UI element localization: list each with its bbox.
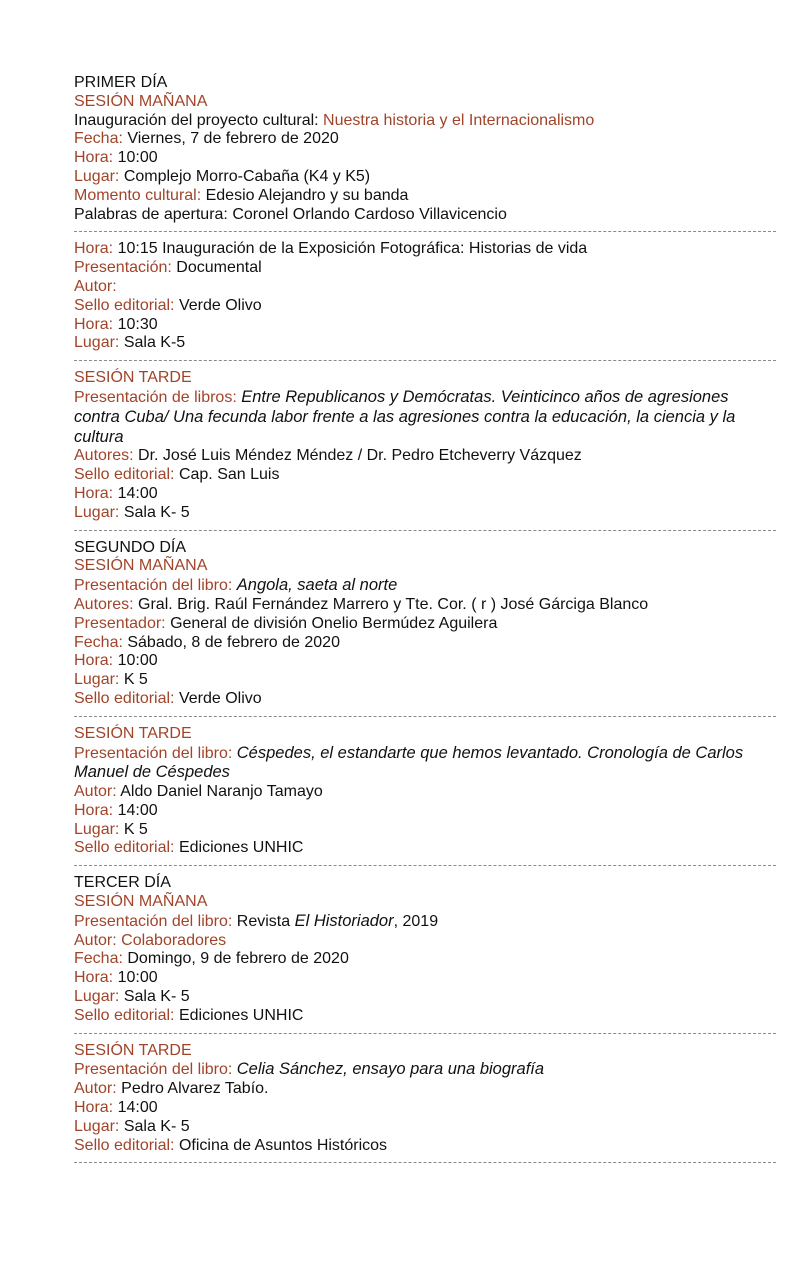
field-value: Cap. San Luis <box>178 466 280 484</box>
field-label: Fecha: <box>74 130 128 148</box>
field-value: General de división Onelio Bermúdez Aguilera <box>170 614 498 632</box>
dashed-separator <box>74 530 776 531</box>
field-label: Lugar: <box>74 820 124 838</box>
field-value: Sala K- 5 <box>123 988 190 1006</box>
field-label: Hora: <box>74 969 118 987</box>
lugar-line <box>74 168 776 187</box>
field-label: Lugar: <box>74 334 124 352</box>
session-heading: SESIÓN MAÑANA <box>74 92 208 110</box>
book-title: Céspedes, el estandarte que hemos levantado. Cronología de Carlos Manuel de Céspedes <box>74 743 744 782</box>
field-label: Fecha: <box>74 950 128 968</box>
field-label: Hora: <box>74 240 118 258</box>
hora-line <box>74 652 776 671</box>
presentacion-line <box>74 1060 776 1080</box>
field-label: Sello editorial: <box>74 1006 179 1024</box>
presentacion-line <box>74 912 776 932</box>
day3-morning-block <box>74 874 776 1025</box>
field-label: Sello editorial: <box>74 296 179 314</box>
fecha-line <box>74 130 776 149</box>
lugar-line <box>74 988 776 1007</box>
presentacion-line <box>74 744 776 784</box>
field-label: Presentación del libro: <box>74 744 237 762</box>
session-heading: SESIÓN TARDE <box>74 1041 192 1059</box>
hora-line <box>74 802 776 821</box>
sello-line <box>74 297 776 316</box>
field-label: Hora: <box>74 315 118 333</box>
field-value: Ediciones UNHIC <box>178 1006 304 1024</box>
lugar-line <box>74 504 776 523</box>
field-value: 10:00 <box>117 149 158 167</box>
session-heading: SESIÓN TARDE <box>74 724 192 742</box>
sello-line <box>74 1137 776 1156</box>
field-label: Autor: <box>74 1080 122 1098</box>
field-value: K 5 <box>123 820 148 838</box>
presentador-line <box>74 615 776 634</box>
lugar-line <box>74 671 776 690</box>
field-label: Momento cultural: <box>74 186 206 204</box>
field-label: Lugar: <box>74 671 124 689</box>
autor-line <box>74 932 776 951</box>
field-value: Verde Olivo <box>178 689 262 707</box>
field-value: Sábado, 8 de febrero de 2020 <box>127 633 340 651</box>
day-title: TERCER DÍA <box>74 874 171 892</box>
field-value: 10:00 <box>117 652 158 670</box>
dashed-separator <box>74 1162 776 1163</box>
fecha-line <box>74 634 776 653</box>
sello-line <box>74 1007 776 1026</box>
field-value: 14:00 <box>117 801 158 819</box>
field-label: Hora: <box>74 652 118 670</box>
dashed-separator <box>74 1033 776 1034</box>
field-label: Autores: <box>74 595 139 613</box>
field-label: Hora: <box>74 149 118 167</box>
book-title: Entre Republicanos y Demócratas. Veinticinco años de agresiones contra Cuba/ Una fecunda labor frente a las agresiones contra la educación, la ciencia y la cultura <box>74 387 736 446</box>
autor-line <box>74 783 776 802</box>
field-value: Dr. José Luis Méndez Méndez / Dr. Pedro Etcheverry Vázquez <box>138 447 582 465</box>
field-label: Autores: <box>74 447 139 465</box>
hora-line <box>74 969 776 988</box>
field-label: Sello editorial: <box>74 1136 179 1154</box>
autores-line <box>74 447 776 466</box>
field-value: 14:00 <box>117 484 158 502</box>
project-name: Nuestra historia y el Internacionalismo <box>323 111 595 129</box>
field-label: Sello editorial: <box>74 689 179 707</box>
field-value: 10:00 <box>117 969 158 987</box>
session-heading: SESIÓN MAÑANA <box>74 893 208 911</box>
palabras-line: Palabras de apertura: Coronel Orlando Cardoso Villavicencio <box>74 205 507 223</box>
day1-afternoon-block <box>74 369 776 522</box>
field-label: Inauguración del proyecto cultural: <box>74 111 324 129</box>
field-value: 14:00 <box>117 1099 158 1117</box>
day-title: SEGUNDO DÍA <box>74 538 187 556</box>
field-value: Edesio Alejandro y su banda <box>205 186 409 204</box>
fecha-line <box>74 950 776 969</box>
session-heading: SESIÓN MAÑANA <box>74 557 208 575</box>
field-value: Revista <box>236 912 295 930</box>
field-label: Hora: <box>74 484 118 502</box>
field-label: Lugar: <box>74 167 124 185</box>
lugar-line <box>74 821 776 840</box>
field-label: Presentación del libro: <box>74 912 237 930</box>
field-value: Complejo Morro-Cabaña (K4 y K5) <box>123 167 371 185</box>
autores-line <box>74 596 776 615</box>
sello-line <box>74 466 776 485</box>
field-label: Fecha: <box>74 633 128 651</box>
book-title: Celia Sánchez, ensayo para una biografía <box>236 1060 545 1079</box>
field-value: 10:15 Inauguración de la Exposición Fotográfica: Historias de vida <box>117 240 588 258</box>
lugar-line <box>74 334 776 353</box>
presentacion-line <box>74 576 776 596</box>
presentacion-line <box>74 259 776 278</box>
field-value: Domingo, 9 de febrero de 2020 <box>127 950 349 968</box>
field-value: Aldo Daniel Naranjo Tamayo <box>120 783 323 801</box>
field-label: Sello editorial: <box>74 466 179 484</box>
field-label: Hora: <box>74 1099 118 1117</box>
day3-afternoon-block <box>74 1042 776 1156</box>
hora-line <box>74 316 776 335</box>
inauguration-line <box>74 112 776 131</box>
hora-line <box>74 149 776 168</box>
field-value: Viernes, 7 de febrero de 2020 <box>127 130 339 148</box>
program-document <box>74 74 776 1171</box>
day2-morning-block <box>74 539 776 709</box>
lugar-line <box>74 1118 776 1137</box>
day-title: PRIMER DÍA <box>74 74 168 91</box>
field-label: Lugar: <box>74 988 124 1006</box>
sello-line <box>74 839 776 858</box>
field-label: Lugar: <box>74 503 124 521</box>
field-value: K 5 <box>123 671 148 689</box>
autor-line <box>74 1080 776 1099</box>
hora-line <box>74 485 776 504</box>
day1-morning-block <box>74 74 776 224</box>
field-value: , 2019 <box>393 912 439 930</box>
book-title: El Historiador <box>294 911 394 930</box>
field-value: Ediciones UNHIC <box>178 839 304 857</box>
dashed-separator <box>74 716 776 717</box>
field-value: Sala K- 5 <box>123 503 190 521</box>
field-value: Sala K-5 <box>123 334 186 352</box>
sello-line <box>74 690 776 709</box>
field-label: Presentación del libro: <box>74 1061 237 1079</box>
field-label: Presentación: <box>74 259 177 277</box>
day2-afternoon-block <box>74 725 776 859</box>
session-heading: SESIÓN TARDE <box>74 369 192 387</box>
dashed-separator <box>74 865 776 866</box>
field-value: Oficina de Asuntos Históricos <box>178 1136 388 1154</box>
field-value: 10:30 <box>117 315 158 333</box>
presentacion-line <box>74 388 776 447</box>
field-label: Presentador: <box>74 614 171 632</box>
field-value: Pedro Alvarez Tabío. <box>121 1080 269 1098</box>
field-value: Sala K- 5 <box>123 1117 190 1135</box>
field-label: Presentación del libro: <box>74 577 237 595</box>
day1-expo-block <box>74 240 776 353</box>
field-value: Colaboradores <box>121 931 227 949</box>
autor-line: Autor: <box>74 277 117 295</box>
momento-line <box>74 187 776 206</box>
field-label: Autor: <box>74 931 122 949</box>
field-label: Lugar: <box>74 1117 124 1135</box>
field-label: Presentación de libros: <box>74 388 242 406</box>
book-title: Angola, saeta al norte <box>236 576 398 595</box>
field-label: Hora: <box>74 801 118 819</box>
field-label: Autor: <box>74 783 121 801</box>
hora-line <box>74 1099 776 1118</box>
field-label: Sello editorial: <box>74 839 179 857</box>
dashed-separator <box>74 360 776 361</box>
field-value: Verde Olivo <box>178 296 262 314</box>
field-value: Gral. Brig. Raúl Fernández Marrero y Tte. Cor. ( r ) José Gárciga Blanco <box>138 595 649 613</box>
dashed-separator <box>74 231 776 232</box>
hora-line <box>74 240 776 259</box>
field-value: Documental <box>176 259 262 277</box>
